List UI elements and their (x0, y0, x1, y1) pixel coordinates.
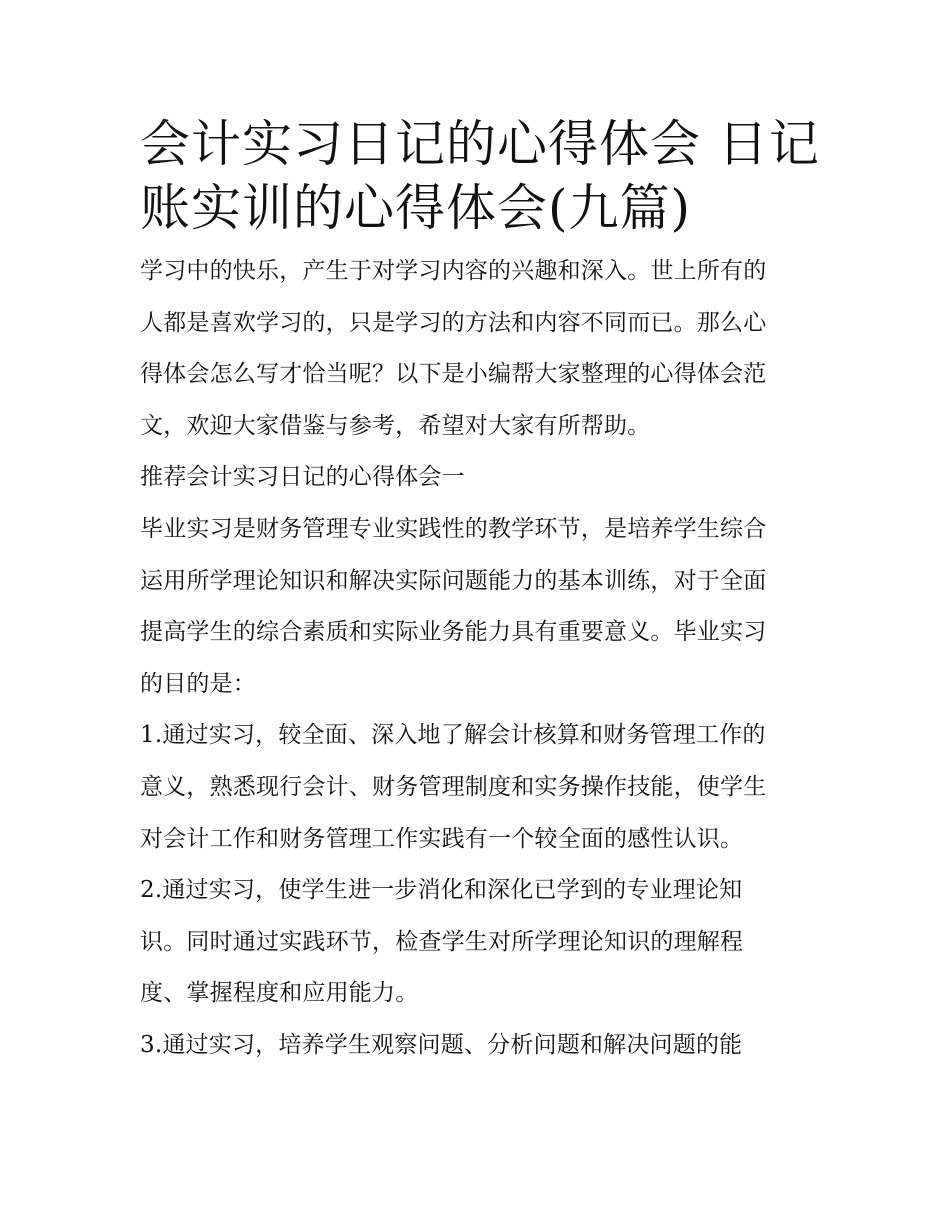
text-line: 3.通过实习，培养学生观察问题、分析问题和解决问题的能 (140, 1031, 743, 1058)
text-line: 对会计工作和财务管理工作实践有一个较全面的感性认识。 (140, 825, 744, 852)
text-line: 度、掌握程度和应用能力。 (140, 980, 419, 1007)
text-line: 人都是喜欢学习的，只是学习的方法和内容不同而已。那么心 (140, 309, 767, 336)
intro-paragraph (140, 246, 812, 452)
text-line: 2.通过实习，使学生进一步消化和深化已学到的专业理论知 (140, 877, 743, 904)
text-line: 1.通过实习，较全面、深入地了解会计核算和财务管理工作的 (140, 722, 766, 749)
title-line: 会计实习日记的心得体会 日记 (140, 115, 820, 173)
text-line: 毕业实习是财务管理专业实践性的教学环节，是培养学生综合 (140, 515, 767, 542)
list-item-2 (140, 865, 812, 1020)
text-line: 识。同时通过实践环节，检查学生对所学理论知识的理解程 (140, 928, 744, 955)
section-heading (140, 452, 812, 504)
text-line: 的目的是： (140, 670, 256, 697)
list-item-1 (140, 710, 812, 865)
list-item-3 (140, 1020, 812, 1072)
title-line: 账实训的心得体会(九篇) (140, 179, 692, 237)
text-line: 推荐会计实习日记的心得体会一 (140, 464, 465, 491)
document-title (140, 112, 820, 240)
document-page (140, 112, 820, 1072)
text-line: 提高学生的综合素质和实际业务能力具有重要意义。毕业实习 (140, 619, 767, 646)
text-line: 学习中的快乐，产生于对学习内容的兴趣和深入。世上所有的 (140, 258, 767, 284)
text-line: 意义，熟悉现行会计、财务管理制度和实务操作技能，使学生 (140, 773, 767, 800)
text-line: 运用所学理论知识和解决实际问题能力的基本训练，对于全面 (140, 567, 767, 594)
purpose-paragraph (140, 504, 812, 710)
text-line: 文，欢迎大家借鉴与参考，希望对大家有所帮助。 (140, 412, 651, 439)
text-line: 得体会怎么写才恰当呢？以下是小编帮大家整理的心得体会范 (140, 361, 767, 388)
